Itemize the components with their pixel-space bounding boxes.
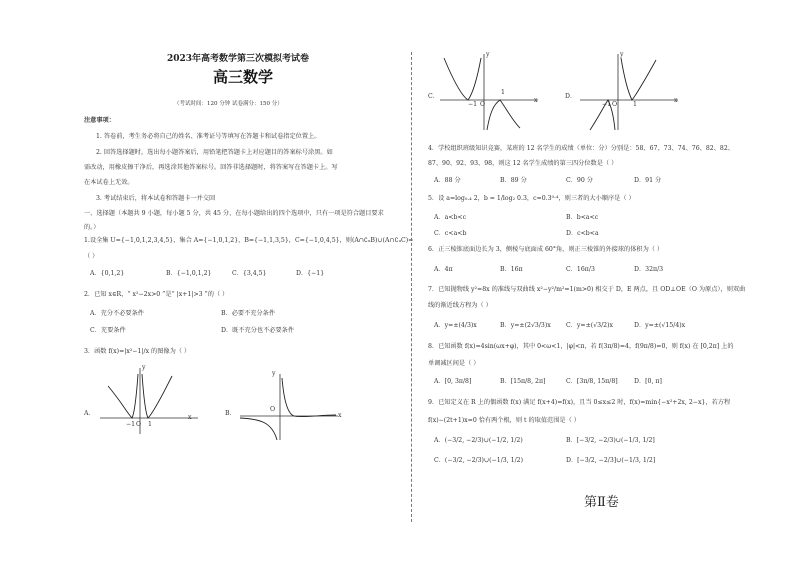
q1-option-b[interactable]: B．{−1,0,1,2} <box>166 270 212 277</box>
exam-info: （考试时间：120 分钟 试卷满分：150 分） <box>174 101 283 107</box>
column-divider <box>411 52 412 522</box>
q6-option-b[interactable]: B．16π <box>500 266 523 273</box>
q6-option-d[interactable]: D．32π/3 <box>634 266 664 273</box>
q3-stem: 3．函数 f(x)=|x²−1|/x 的图像为（ ） <box>84 348 191 355</box>
q6-option-a[interactable]: A．4π <box>434 266 453 273</box>
q3c-o: O <box>480 101 486 108</box>
exam-title: 2023年高考数学第三次模拟考试卷 <box>167 54 310 64</box>
q3-graph-c <box>440 52 540 132</box>
q3c-m1: −1 <box>468 101 478 108</box>
q3d-y: y <box>620 51 624 58</box>
q1-option-a[interactable]: A．{0,1,2} <box>90 270 125 277</box>
q3b-x: x <box>338 412 342 419</box>
q4-stem: 4．学校组织班级知识竞赛，某班的 12 名学生的成绩（单位：分）分别是：58、67、73、74、76、82、82、 <box>428 145 734 152</box>
q8-option-d[interactable]: D．[0, π] <box>634 378 662 385</box>
q7-option-c[interactable]: C．y=±(√3/2)x <box>566 322 614 329</box>
q7-stem: 7．已知抛物线 y²=8x 的准线与双曲线 x²−y²/m²=1(m>0) 相交于 D，E 两点，且 OD⊥OE（O 为原点），则双曲 <box>428 286 746 293</box>
q7-option-b[interactable]: B．y=±(2√3/3)x <box>500 322 551 329</box>
part-2-heading: 第Ⅱ卷 <box>584 495 619 510</box>
q4-option-b[interactable]: B．89 分 <box>500 177 527 184</box>
q6-stem: 6．正三棱锥底面边长为 3，侧棱与底面成 60°角，则正三棱锥的外接球的体积为（ ） <box>428 246 664 253</box>
q9-option-d[interactable]: D．[−3/2, −2/3]∪(−1/3, 1/2] <box>566 457 656 464</box>
q9-option-a[interactable]: A．(−3/2, −2/3)∪(−1/2, 1/2) <box>434 437 523 444</box>
q3c-p1: 1 <box>501 89 505 96</box>
q3-graph-d <box>580 52 680 132</box>
q1-paren: （ ） <box>84 253 99 260</box>
q8-option-c[interactable]: C．[3π/8, 15π/8] <box>566 378 618 385</box>
q9-option-b[interactable]: B．[−3/2, −2/3)∪(−1/3, 1/2] <box>566 437 655 444</box>
q3a-p1: 1 <box>148 421 152 428</box>
q8-stem-cont: 单调减区间是（ ） <box>428 360 480 367</box>
section-1-heading-cont: 的。） <box>84 224 100 231</box>
note-2-cont: 需改动，用橡皮擦干净后，再选涂其他答案标号。回答非选择题时，将答案写在答题卡上。写 <box>84 164 338 171</box>
q3d-p1: 1 <box>633 101 637 108</box>
q3b-y: y <box>272 370 276 377</box>
q1-stem: 1.设全集 U={−1,0,1,2,3,4,5}，集合 A={−1,0,1,2}，B={−1,1,3,5}，C={−1,0,4,5}，则(A∩∁ᵤB)∪(A∩∁ᵤC)= <box>84 237 414 244</box>
q3d-x: x <box>674 97 678 104</box>
q4-option-a[interactable]: A．88 分 <box>434 177 461 184</box>
q3-option-c[interactable]: C． <box>428 93 439 100</box>
q9-option-c[interactable]: C．(−3/2, −2/3)∪(−1/3, 1/2) <box>434 457 524 464</box>
q3a-x: x <box>188 414 192 421</box>
q8-option-b[interactable]: B．[15π/8, 2π] <box>500 378 546 385</box>
q8-option-a[interactable]: A．[0, 3π/8] <box>434 378 472 385</box>
q3c-x: x <box>534 97 538 104</box>
q9-stem-cont: f(x)−(2t+1)x=0 恰有两个根，则 t 的取值范围是（ ） <box>428 417 580 424</box>
q6-option-c[interactable]: C．16π/3 <box>566 266 595 273</box>
section-1-heading: 一、选择题（本题共 9 小题，每小题 5 分，共 45 分，在每小题给出的四个选项中，只有一项是符合题目要求 <box>84 210 384 217</box>
q5-option-c[interactable]: C．c<a<b <box>434 230 467 237</box>
q3a-y: y <box>142 364 146 371</box>
q5-option-b[interactable]: B．b<a<c <box>566 214 599 221</box>
q3d-o: O <box>612 101 618 108</box>
q9-stem: 9．已知定义在 R 上的偶函数 f(x) 满足 f(x+4)=f(x)，且当 0≤x≤2 时，f(x)=min{−x²+2x, 2−x}，若方程 <box>428 399 731 406</box>
q5-stem: 5．设 a=log₀.₄ 2，b = 1/log₂ 0.3，c=0.3⁰·⁴，则三者的大小顺序是（ ） <box>428 195 635 202</box>
q4-option-c[interactable]: C．90 分 <box>566 177 593 184</box>
subject-title: 高三数学 <box>213 68 274 86</box>
q3b-o: O <box>270 406 276 413</box>
q4-stem-cont: 87、90、92、93、98，则这 12 名学生成绩的第三四分位数是（ ） <box>428 160 618 167</box>
q7-option-a[interactable]: A．y=±(4/3)x <box>434 322 477 329</box>
note-1: 1. 答卷前，考生务必将自己的姓名、准考证号等填写在答题卡和试卷指定位置上。 <box>96 133 321 140</box>
q3-option-d[interactable]: D． <box>565 93 577 100</box>
note-2-end: 在本试卷上无效。 <box>84 179 134 186</box>
q7-option-d[interactable]: D．y=±(√15/4)x <box>634 322 686 329</box>
q2-option-a[interactable]: A．充分不必要条件 <box>90 310 144 317</box>
note-2: 2. 回答选择题时，选出每小题答案后，用铅笔把答题卡上对应题目的答案标号涂黑。如 <box>96 149 333 156</box>
q3-option-a[interactable]: A． <box>84 410 95 417</box>
q3-option-b[interactable]: B． <box>225 410 236 417</box>
q2-option-b[interactable]: B．必要不充分条件 <box>221 310 276 317</box>
note-3: 3. 考试结束后，将本试卷和答题卡一并交回 <box>96 195 216 202</box>
q2-option-c[interactable]: C．充要条件 <box>90 327 126 334</box>
q3c-y: y <box>486 51 490 58</box>
q1-option-c[interactable]: C．{3,4,5} <box>232 270 267 277</box>
q8-stem: 8．已知函数 f(x)=4sin(ωx+φ)，其中 0<ω<1，|φ|<π，若 f(3π/8)=4，f(9π/8)=0，则 f(x) 在 [0,2π] 上的 <box>428 343 734 350</box>
q7-stem-cont: 线的渐近线方程为（ ） <box>428 302 492 309</box>
q5-option-d[interactable]: D．c<b<a <box>566 230 599 237</box>
q2-option-d[interactable]: D．既不充分也不必要条件 <box>221 327 295 334</box>
q2-stem: 2．已知 x∈R，“ x²−2x>0 ”是“ |x+1|>3 ”的（ ） <box>84 291 229 298</box>
q3-graph-b <box>240 372 340 442</box>
q3a-o: O <box>136 421 142 428</box>
q4-option-d[interactable]: D．91 分 <box>634 177 662 184</box>
notes-heading: 注意事项： <box>84 117 115 124</box>
q5-option-a[interactable]: A．a<b<c <box>434 214 467 221</box>
q3a-m1: −1 <box>126 421 136 428</box>
q3d-m1: −1 <box>602 101 612 108</box>
q1-option-d[interactable]: D．{−1} <box>296 270 325 277</box>
